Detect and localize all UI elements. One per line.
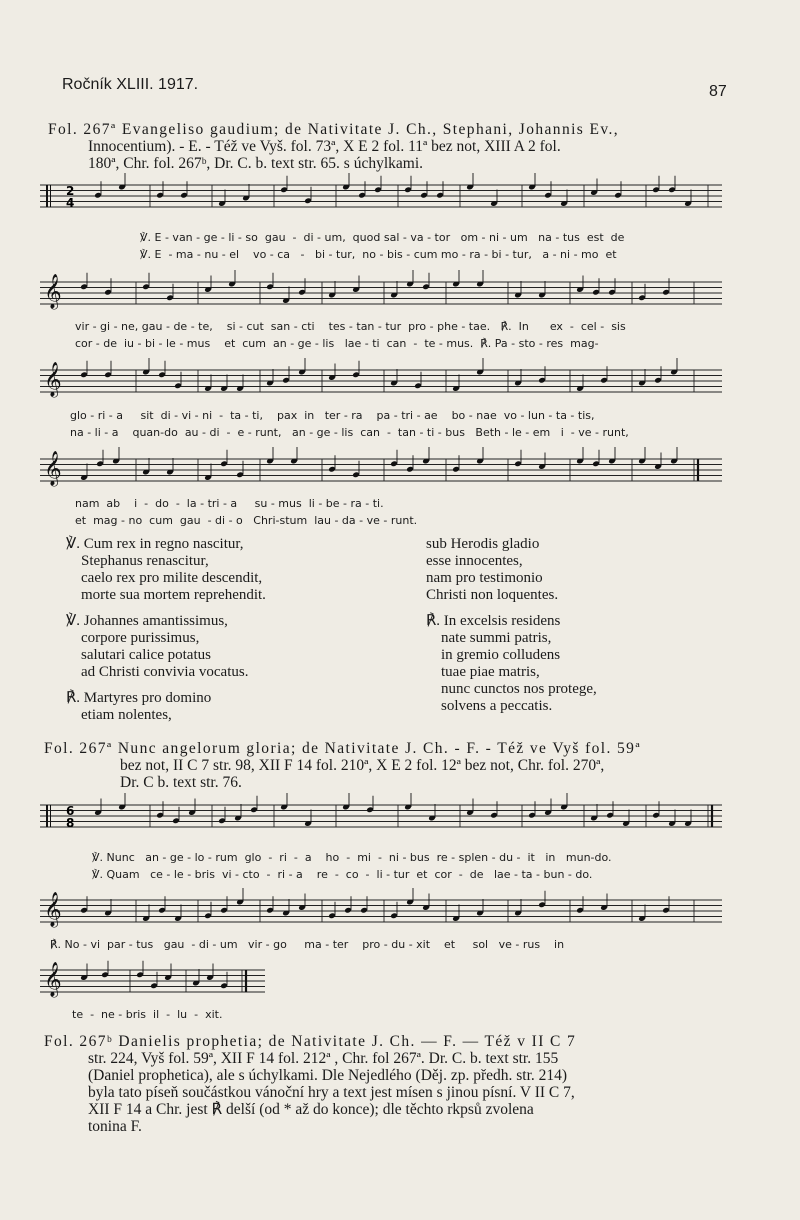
verse-line: salutari calice potatus [66, 647, 211, 663]
staff-svg [0, 173, 800, 223]
verse-line: nate summi patris, [426, 630, 552, 646]
verse-line: solvens a peccatis. [426, 698, 553, 714]
verse-line: caelo rex pro milite descendit, [66, 570, 263, 586]
c-clef-icon [50, 185, 51, 207]
heading-line: Innocentium). - E. - Též ve Vyš. fol. 73ª, X E 2 fol. 11ª bez not, XIII A 2 fol. [88, 138, 561, 155]
verse-line: nunc cunctos nos protege, [426, 681, 597, 697]
entry-heading-danielis [44, 1033, 774, 1135]
heading-line: 180ª, Chr. fol. 267ᵇ, Dr. C. b. text str. 65. s úchylkami. [88, 155, 423, 172]
lyric-line: cor - de iu - bi - le - mus et cum an - ge - lis lae - ti can - te - mus. ℟. Pa - sto - res mag- [75, 337, 599, 350]
verse-line: ℟. In excelsis residens [426, 613, 561, 629]
verse-line: etiam nolentes, [66, 707, 172, 723]
text-line: (Daniel prophetica), ale s úchylkami. Dle Nejedlého (Děj. zp. předh. str. 214) [88, 1067, 568, 1084]
treble-clef-icon: 𝄞 [44, 362, 62, 397]
treble-clef-icon: 𝄞 [44, 962, 62, 997]
verse-line: nam pro testimonio [426, 570, 543, 586]
verse-column-right [426, 536, 597, 715]
heading-line: Fol. 267ᵇ Danielis prophetia; de Nativitate J. Ch. — F. — Též v II C 7 [44, 1033, 577, 1050]
lyric-line: ℣. Quam ce - le - bris vi - cto - ri - a re - co - li - tur et cor - de lae - ta - bun - do. [92, 868, 593, 881]
verse-line [66, 604, 266, 613]
lyric-line: ℣. Nunc an - ge - lo - rum glo - ri - a ho - mi - ni - bus re - splen - du - it in mun-do. [92, 851, 612, 864]
lyric-line: nam ab i - do - la - tri - a su - mus li - be - ra - ti. [75, 497, 384, 510]
lyric-line: vir - gi - ne, gau - de - te, si - cut san - cti tes - tan - tur pro - phe - tae. ℟. In ex - cel - sis [75, 320, 626, 333]
treble-clef-icon: 𝄞 [44, 451, 62, 486]
lyric-line: na - li - a quan-do au - di - e - runt, an - ge - lis can - tan - ti - bus Beth - le - em i - ve - runt, [70, 426, 629, 439]
staff-svg [0, 793, 800, 843]
verse-line: esse innocentes, [426, 553, 523, 569]
c-clef-icon [46, 185, 48, 207]
verse-line: corpore purissimus, [66, 630, 200, 646]
staff-svg [0, 958, 800, 1008]
heading-line: Fol. 267ª Evangeliso gaudium; de Nativitate J. Ch., Stephani, Johannis Ev., [48, 121, 620, 138]
page-number: 87 [709, 83, 727, 100]
time-signature: 4 [66, 196, 75, 210]
text-line: str. 224, Vyš fol. 59ª, XII F 14 fol. 212ª , Chr. fol 267ª. Dr. C. b. text str. 155 [88, 1050, 559, 1067]
verse-line: ℟. Martyres pro domino [66, 690, 212, 706]
verse-line: Stephanus renascitur, [66, 553, 209, 569]
running-title: Ročník XLIII. 1917. [62, 76, 199, 93]
staff-svg [0, 888, 800, 938]
treble-clef-icon: 𝄞 [44, 892, 62, 927]
heading-line: Dr. C b. text str. 76. [120, 774, 242, 791]
entry-heading-nunc-angelorum [44, 740, 774, 791]
verse-line [426, 604, 597, 613]
staff-svg [0, 270, 800, 320]
lyric-line: et mag - no cum gau - di - o Chri-stum lau - da - ve - runt. [75, 514, 418, 527]
time-signature: 8 [66, 816, 75, 830]
verse-line: morte sua mortem reprehendit. [66, 587, 266, 603]
lyric-line: ℣. E - van - ge - li - so gau - di - um, quod sal - va - tor om - ni - um na - tus est de [140, 231, 625, 244]
music-staff [0, 888, 800, 968]
staff-svg [0, 447, 800, 497]
time-signature: 2 [66, 184, 75, 198]
verse-line: Christi non loquentes. [426, 587, 559, 603]
lyric-line: ℣. E - ma - nu - el vo - ca - bi - tur, no - bis - cum mo - ra - bi - tur, a - ni - mo et [140, 248, 617, 261]
verse-line: ℣. Cum rex in regno nascitur, [66, 536, 244, 552]
verse-column-left [66, 536, 266, 724]
treble-clef-icon: 𝄞 [44, 274, 62, 309]
entry-heading-evangeliso [48, 121, 768, 172]
verse-line [66, 681, 266, 690]
verse-line: ad Christi convivia vocatus. [66, 664, 249, 680]
lyric-line: ℟. No - vi par - tus gau - di - um vir - go ma - ter pro - du - xit et sol ve - rus in [50, 938, 565, 951]
staff-svg [0, 358, 800, 408]
verse-line: sub Herodis gladio [426, 536, 540, 552]
verse-line: ℣. Johannes amantissimus, [66, 613, 228, 629]
heading-line: bez not, II C 7 str. 98, XII F 14 fol. 210ª, X E 2 fol. 12ª bez not, Chr. fol. 270ª, [120, 757, 605, 774]
text-line: byla tato píseň součástkou vánoční hry a text jest mísen s jinou písní. V II C 7, [88, 1084, 575, 1101]
c-clef-icon [50, 805, 51, 827]
verse-line: tuae piae matris, [426, 664, 540, 680]
text-line: XII F 14 a Chr. jest ℟ delší (od * až do konce); dle těchto rkpsů zvolena [88, 1101, 534, 1118]
text-line: tonina F. [88, 1118, 142, 1135]
c-clef-icon [46, 805, 48, 827]
time-signature: 6 [66, 804, 75, 818]
lyric-line: te - ne - bris il - lu - xit. [72, 1008, 223, 1021]
verse-line: in gremio colludens [426, 647, 561, 663]
lyric-line: glo - ri - a sit di - vi - ni - ta - ti, pax in ter - ra pa - tri - ae bo - nae vo - lun - ta - tis, [70, 409, 595, 422]
music-staff [0, 958, 800, 1038]
heading-line: Fol. 267ª Nunc angelorum gloria; de Nativitate J. Ch. - F. - Též ve Vyš fol. 59ª [44, 740, 642, 757]
